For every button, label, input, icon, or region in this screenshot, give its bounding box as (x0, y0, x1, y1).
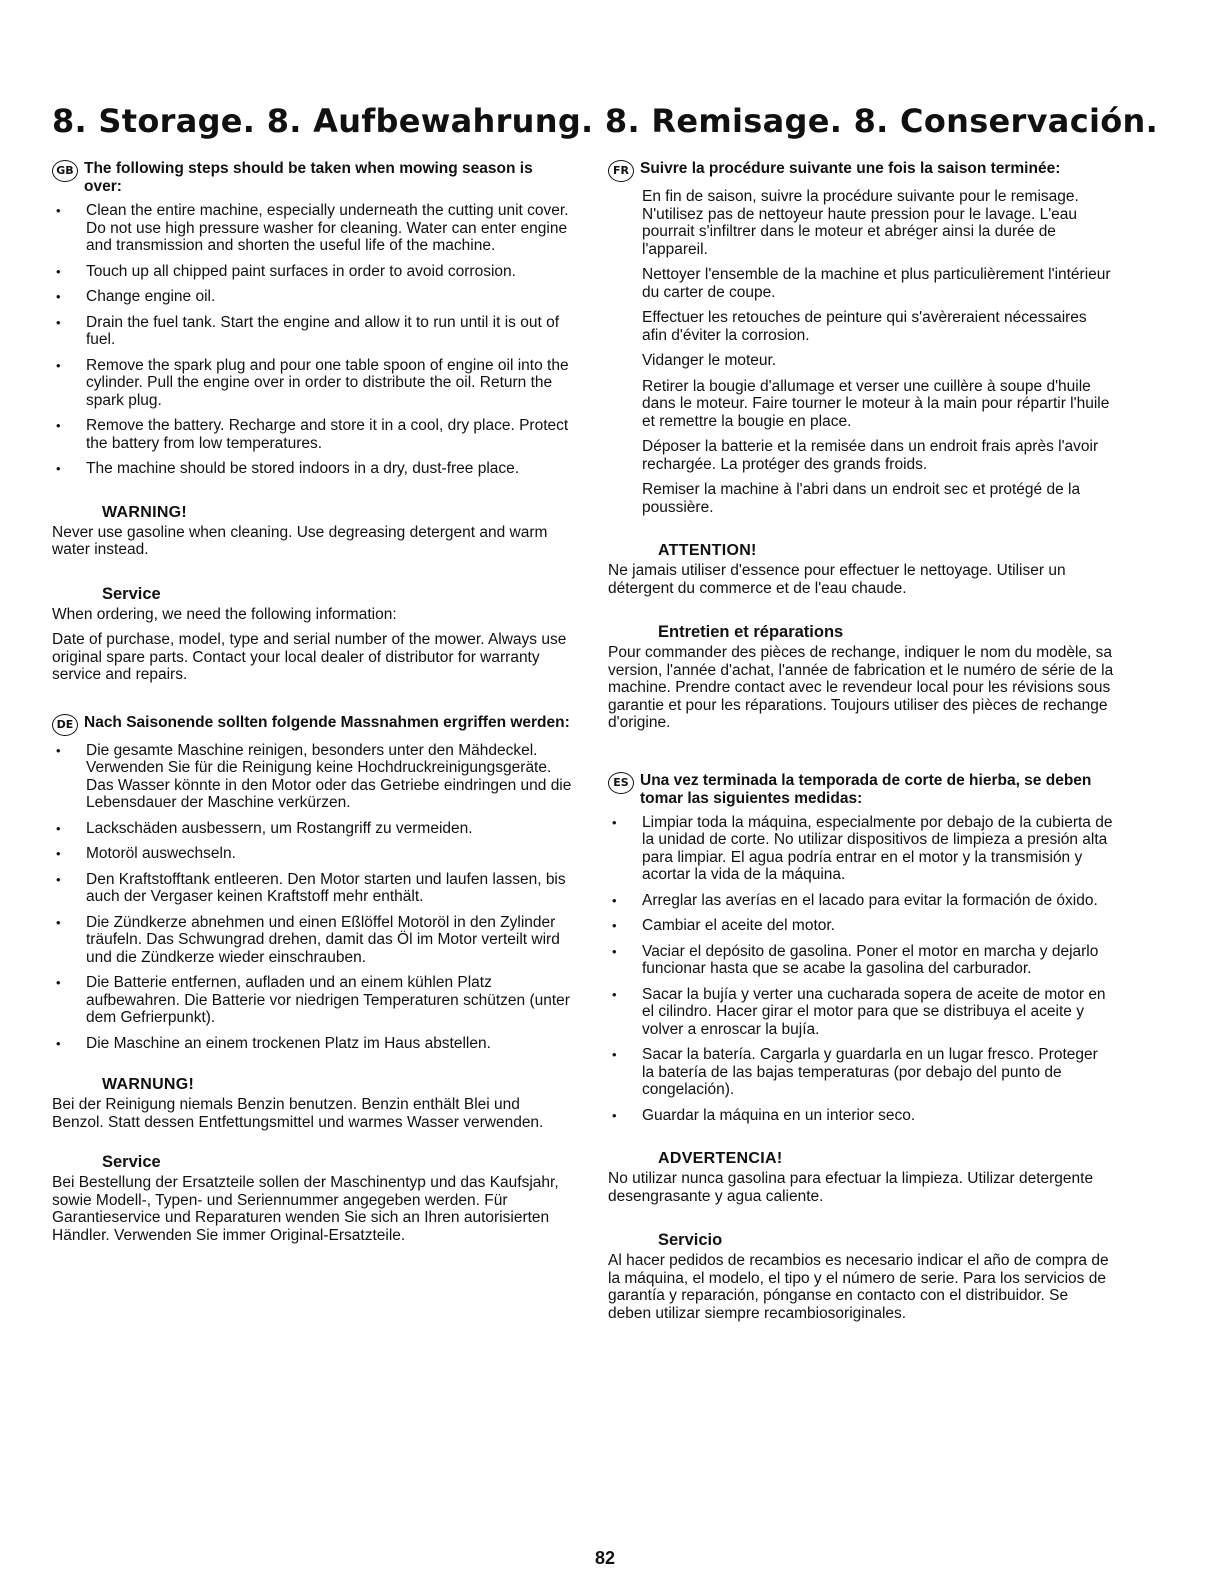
list-item: Vidanger le moteur. (642, 352, 777, 369)
es-service-title: Servicio (658, 1231, 723, 1249)
fr-steps (608, 188, 1114, 516)
de-service-title: Service (102, 1153, 161, 1171)
list-item: • Den Kraftstofftank entleeren. Den Motor starten und laufen lassen, bis auch der Vergaser keinen Kraftstoff mehr enthält. (86, 871, 572, 906)
gb-steps-list (52, 202, 572, 478)
es-language-badge: ES (608, 772, 634, 794)
list-item: En fin de saison, suivre la procédure suivante pour le remisage. N'utilisez pas de nettoyeur haute pression pour le lavage. L'eau pourrait s'infiltrer dans le moteur et abréger ainsi la durée de l'appareil. (642, 188, 1079, 258)
left-column (52, 160, 572, 1252)
list-item: • Die Maschine an einem trockenen Platz im Haus abstellen. (86, 1035, 572, 1053)
de-steps-list (52, 742, 572, 1053)
gb-warning-text: Never use gasoline when cleaning. Use degreasing detergent and warm water instead. (52, 523, 548, 558)
de-warning-title: WARNUNG! (102, 1076, 195, 1093)
de-intro-text: Nach Saisonende sollten folgende Massnahmen ergriffen werden: (84, 713, 570, 731)
de-service-text: Bei Bestellung der Ersatzteile sollen der Maschinentyp und das Kaufsjahr, sowie Modell-, Typen- und Seriennummer angegeben werden. Für Garantieservice und Reparaturen wenden Sie sich an Ihren autorisierten Händler. Verwenden Sie immer Original-Ersatzteile. (52, 1174, 559, 1244)
list-item: • Lackschäden ausbessern, um Rostangriff zu vermeiden. (86, 820, 572, 838)
list-item: • Guardar la máquina en un interior seco. (642, 1107, 1114, 1125)
list-item: • Limpiar toda la máquina, especialmente por debajo de la cubierta de la unidad de corte. No utilizar dispositivos de limpieza a presión alta para limpiar. El agua podría entrar en el motor y la transmisión y acortar la vida de la máquina. (642, 814, 1114, 884)
list-item: • Clean the entire machine, especially underneath the cutting unit cover. Do not use high pressure washer for cleaning. Water can enter engine and transmission and shorten the useful life of the machine. (86, 202, 572, 255)
de-warning-text: Bei der Reinigung niemals Benzin benutzen. Benzin enthält Blei und Benzol. Statt dessen Entfettungsmittel und warmes Wasser verwenden. (52, 1096, 544, 1131)
gb-warning-title: WARNING! (102, 503, 188, 521)
fr-language-badge: FR (608, 160, 634, 182)
list-item: • Change engine oil. (86, 288, 572, 306)
section-fr (608, 160, 1114, 732)
gb-intro-text: The following steps should be taken when mowing season is over: (84, 160, 533, 195)
list-item: • Sacar la batería. Cargarla y guardarla en un lugar fresco. Proteger la batería de las bajas temperaturas (por debajo del punto de congelación). (642, 1046, 1114, 1099)
list-item: • Die Batterie entfernen, aufladen und an einem kühlen Platz aufbewahren. Die Batterie vor niedrigen Temperaturen schützen (unter dem Gefrierpunkt). (86, 974, 572, 1027)
list-item: • Remove the spark plug and pour one table spoon of engine oil into the cylinder. Pull the engine over in order to distribute the oil. Return the spark plug. (86, 357, 572, 410)
fr-intro (608, 160, 1114, 182)
list-item: • Die Zündkerze abnehmen und einen Eßlöffel Motoröl in den Zylinder träufeln. Das Schwungrad drehen, damit das Öl im Motor verteilt wird und die Zündkerze wieder einschrauben. (86, 914, 572, 967)
list-item: • Sacar la bujía y verter una cucharada sopera de aceite de motor en el cilindro. Hacer girar el motor para que se distribuya el aceite y volver a enroscar la bujía. (642, 986, 1114, 1039)
page-number: 82 (594, 1548, 616, 1568)
fr-service-text: Pour commander des pièces de rechange, indiquer le nom du modèle, sa version, l'année d'achat, l'année de fabrication et le numéro de série de la machine. Prendre contact avec le revendeur local pour les révisions sous garantie et pour les réparations. Toujours utiliser des pièces de rechange d'origine. (608, 644, 1114, 731)
list-item: Remiser la machine à l'abri dans un endroit sec et protégé de la poussière. (642, 481, 1081, 516)
list-item: Retirer la bougie d'allumage et verser une cuillère à soupe d'huile dans le moteur. Faire tourner le moteur à la main pour répartir l'huile et remettre la bougie en place. (642, 377, 1110, 430)
es-warning-text: No utilizar nunca gasolina para efectuar la limpieza. Utilizar detergente desengrasante y agua caliente. (608, 1170, 1094, 1205)
list-item: • Arreglar las averías en el lacado para evitar la formación de óxido. (642, 892, 1114, 910)
list-item: • Die gesamte Maschine reinigen, besonders unter den Mähdeckel. Verwenden Sie für die Reinigung keine Hochdruckreinigungsgeräte. Das Wasser könnte in den Motor oder das Getriebe eindringen und die Lebensdauer der Maschine verkürzen. (86, 742, 572, 812)
es-warning-title: ADVERTENCIA! (658, 1150, 783, 1167)
fr-warning-text: Ne jamais utiliser d'essence pour effectuer le nettoyage. Utiliser un détergent du commerce et de l'eau chaude. (608, 562, 1066, 597)
list-item: Déposer la batterie et la remisée dans un endroit frais après l'avoir rechargée. La protéger des grands froids. (642, 438, 1099, 473)
list-item: • The machine should be stored indoors in a dry, dust-free place. (86, 460, 572, 478)
es-intro-text: Una vez terminada la temporada de corte de hierba, se deben tomar las siguientes medidas: (640, 771, 1092, 807)
list-item: • Touch up all chipped paint surfaces in order to avoid corrosion. (86, 263, 572, 281)
section-es (608, 772, 1114, 1323)
de-intro (52, 714, 572, 736)
es-service-text: Al hacer pedidos de recambios es necesario indicar el año de compra de la máquina, el modelo, el tipo y el número de serie. Para los servicios de garantía y reparación, pónganse en contacto con el distribuidor. Se deben utilizar siempre recambiosoriginales. (608, 1252, 1109, 1322)
es-steps-list (608, 814, 1114, 1125)
list-item: • Cambiar el aceite del motor. (642, 917, 1114, 935)
gb-service-p2: Date of purchase, model, type and serial number of the mower. Always use original spare parts. Contact your local dealer of distributor for warranty service and repairs. (52, 631, 567, 683)
fr-warning-title: ATTENTION! (658, 542, 757, 559)
list-item: • Vaciar el depósito de gasolina. Poner el motor en marcha y dejarlo funcionar hasta que se acabe la gasolina del carburador. (642, 943, 1114, 978)
es-intro (608, 772, 1114, 808)
list-item: • Motoröl auswechseln. (86, 845, 572, 863)
list-item: • Remove the battery. Recharge and store it in a cool, dry place. Protect the battery from low temperatures. (86, 417, 572, 452)
list-item: Nettoyer l'ensemble de la machine et plus particulièrement l'intérieur du carter de coupe. (642, 266, 1111, 301)
list-item: Effectuer les retouches de peinture qui s'avèreraient nécessaires afin d'éviter la corrosion. (642, 309, 1087, 344)
right-column (608, 160, 1114, 1330)
fr-intro-text: Suivre la procédure suivante une fois la saison terminée: (640, 160, 1061, 177)
de-language-badge: DE (52, 714, 78, 736)
gb-intro (52, 160, 572, 196)
gb-service-title: Service (102, 584, 161, 603)
gb-service-p1: When ordering, we need the following information: (52, 605, 397, 623)
page-title: 8. Storage. 8. Aufbewahrung. 8. Remisage. 8. Conservación. (51, 102, 1159, 140)
section-de (52, 714, 572, 1245)
section-gb (52, 160, 572, 684)
fr-service-title: Entretien et réparations (658, 623, 844, 641)
gb-language-badge: GB (52, 160, 78, 182)
list-item: • Drain the fuel tank. Start the engine and allow it to run until it is out of fuel. (86, 314, 572, 349)
